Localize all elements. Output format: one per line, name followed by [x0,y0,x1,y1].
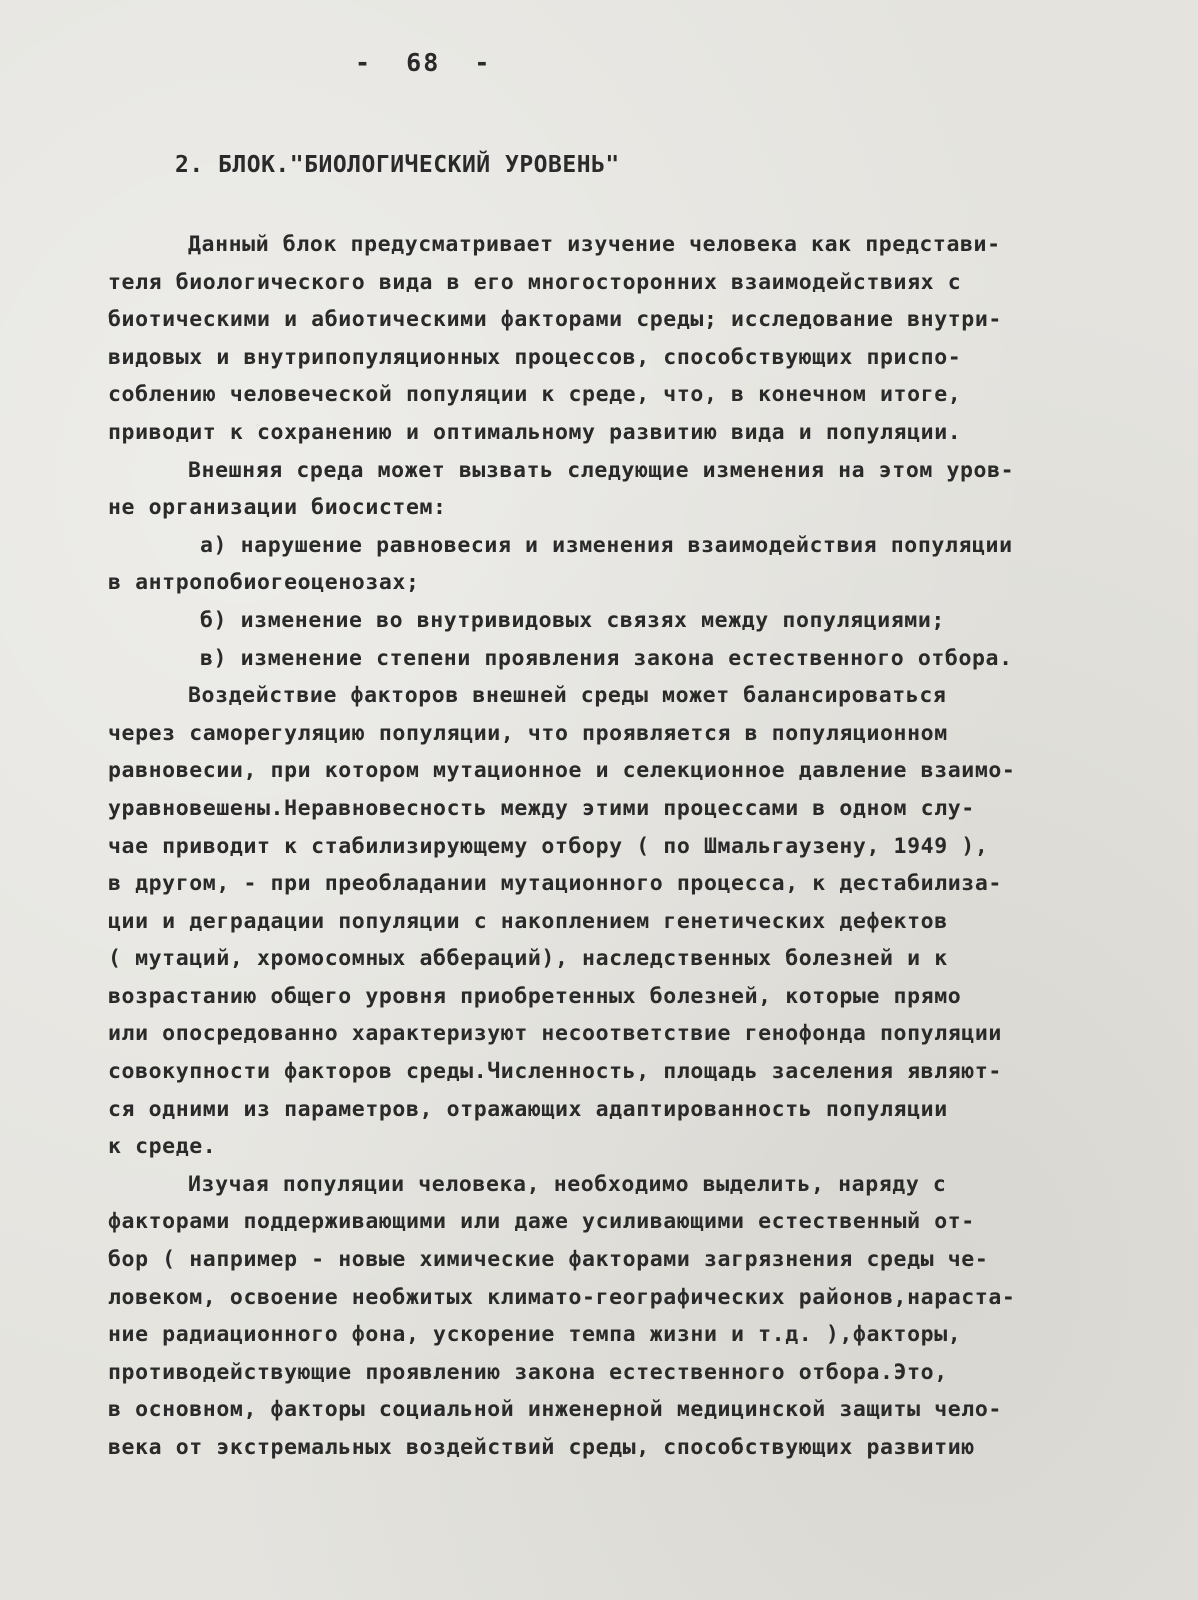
text-line: чае приводит к стабилизирующему отбору ( по Шмальгаузену, 1949 ), [108,833,989,859]
text-line: ся одними из параметров, отражающих адаптированность популяции [108,1096,948,1122]
text-line: Изучая популяции человека, необходимо выделить, наряду с [188,1171,947,1197]
list-item: а) нарушение равновесия и изменения взаимодействия популяции [200,532,1013,558]
text-line: Внешняя среда может вызвать следующие изменения на этом уров- [188,457,1015,483]
page-number: - 68 - [355,48,492,77]
text-line: совокупности факторов среды.Численность, площадь заселения являют- [108,1059,1002,1085]
text-line: ( мутаций, хромосомных аббераций), наследственных болезней и к [108,946,948,972]
list-item: в) изменение степени проявления закона естественного отбора. [200,645,1013,671]
text-line: возрастанию общего уровня приобретенных болезней, которые прямо [108,983,962,1009]
text-line: теля биологического вида в его многосторонних взаимодействиях с [108,269,962,295]
text-line: приводит к сохранению и оптимальному развитию вида и популяции. [108,419,962,445]
text-line: видовых и внутрипопуляционных процессов, способствующих приспо- [108,344,962,370]
text-line: Данный блок предусматривает изучение человека как представи- [188,232,1001,257]
text-line: века от экстремальных воздействий среды, способствующих развитию [108,1435,975,1460]
list-item: б) изменение во внутривидовых связях между популяциями; [200,607,945,633]
text-line: уравновешены.Неравновесность между этими процессами в одном слу- [108,795,975,821]
text-line: равновесии, при котором мутационное и селекционное давление взаимо- [108,758,1016,784]
text-line: не организации биосистем: [108,495,447,521]
text-line: факторами поддерживающими или даже усиливающими естественный от- [108,1209,975,1235]
text-line: Воздействие факторов внешней среды может балансироваться [188,683,947,709]
text-line: противодействующие проявлению закона естественного отбора.Это, [108,1359,948,1385]
text-line: бор ( например - новые химические факторами загрязнения среды че- [108,1247,989,1273]
text-line: соблению человеческой популяции к среде, что, в конечном итоге, [108,382,962,408]
text-line: в другом, - при преобладании мутационного процесса, к дестабилиза- [108,871,1002,897]
text-line: ловеком, освоение необжитых климато-географических районов,нараста- [108,1284,1016,1310]
text-line: в антропобиогеоценозах; [108,570,420,596]
text-line: ции и деградации популяции с накоплением генетических дефектов [108,908,948,934]
body-text [108,226,1128,1467]
section-heading: 2. БЛОК."БИОЛОГИЧЕСКИЙ УРОВЕНЬ" [175,152,620,178]
text-line: в основном, факторы социальной инженерной медицинской защиты чело- [108,1397,1002,1423]
text-line: или опосредованно характеризуют несоответствие генофонда популяции [108,1021,1002,1047]
text-line: к среде. [108,1134,217,1160]
text-line: ние радиационного фона, ускорение темпа жизни и т.д. ),факторы, [108,1322,962,1348]
text-line: биотическими и абиотическими факторами среды; исследование внутри- [108,307,1002,333]
text-line: через саморегуляцию популяции, что проявляется в популяционном [108,720,948,746]
